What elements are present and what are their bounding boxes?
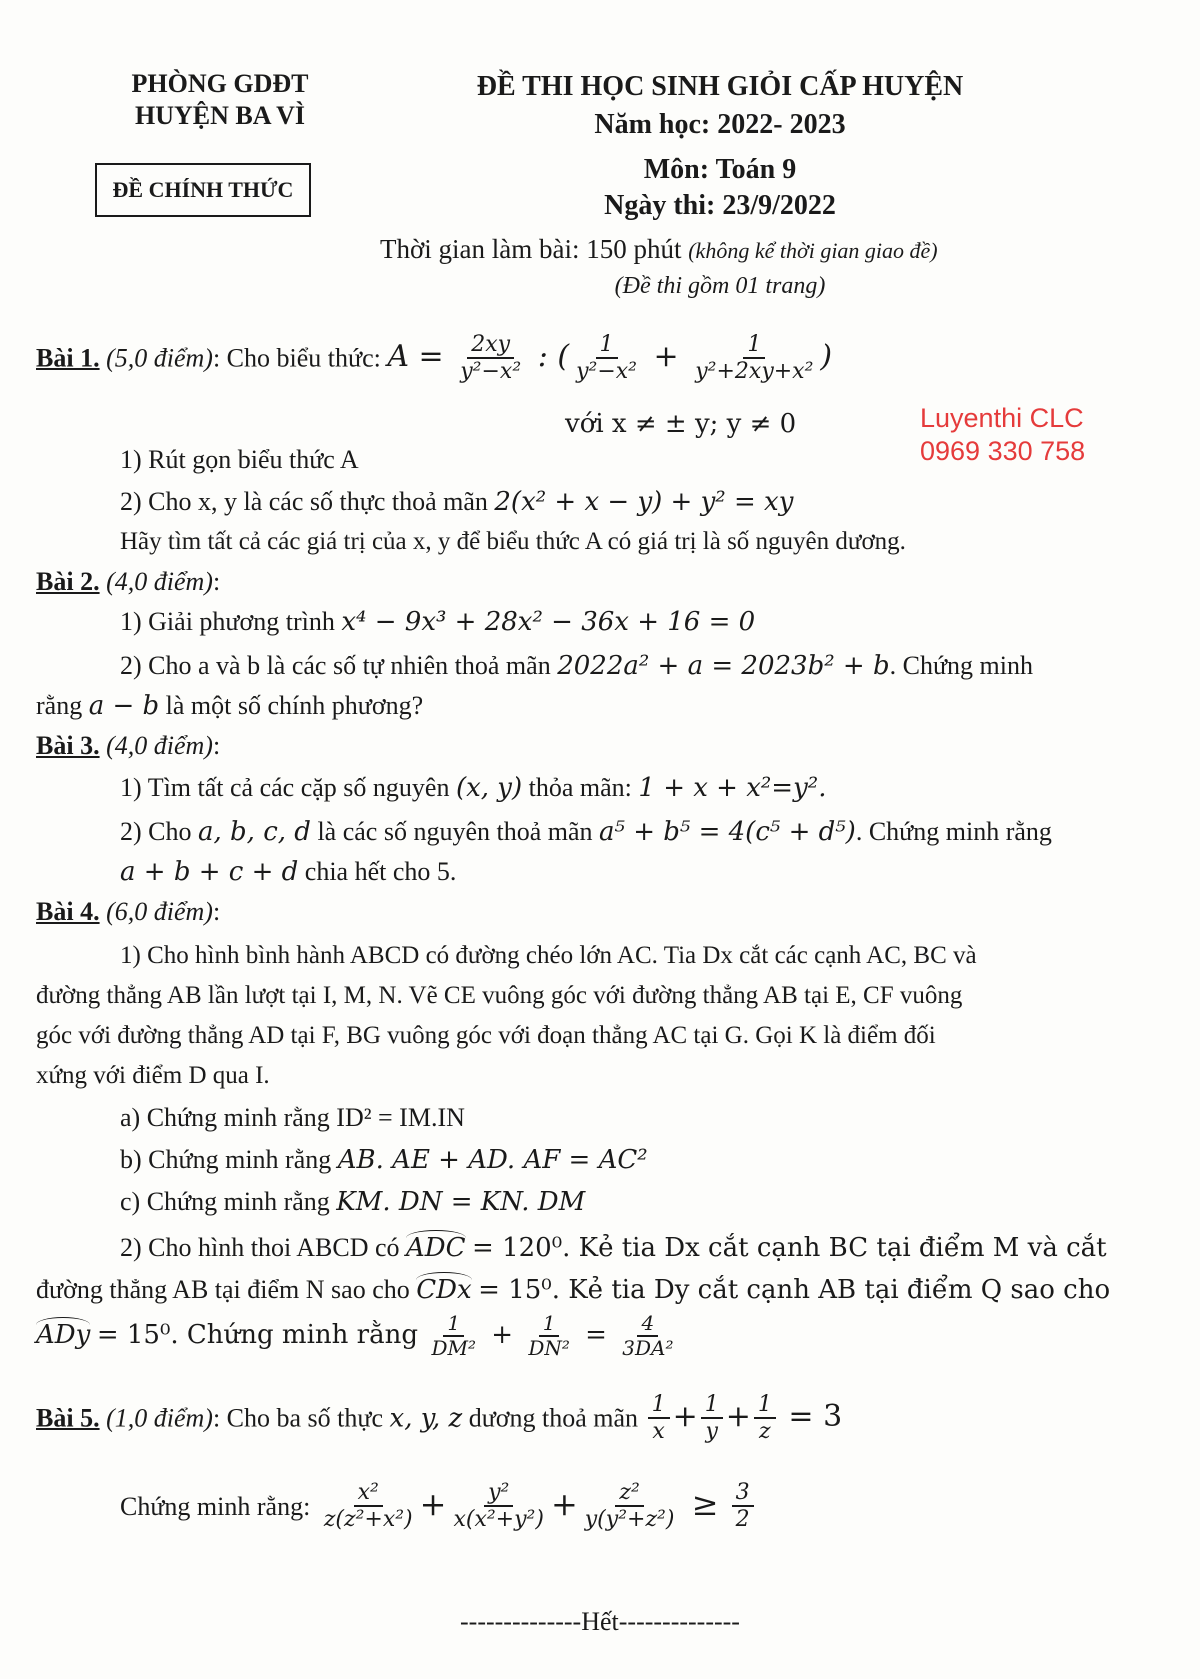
- numerator: 1: [648, 1392, 670, 1419]
- denominator: y²+2xy+x²: [695, 359, 814, 385]
- end-marker: --------------Hết--------------: [460, 1607, 740, 1636]
- bai2-q1-text: 1) Giải phương trình: [120, 607, 335, 636]
- geq-sign: ≥: [691, 1484, 719, 1523]
- bai3-q2-equation: a⁵ + b⁵ = 4(c⁵ + d⁵): [599, 817, 856, 847]
- bai1-question2-cont: Hãy tìm tất cả các giá trị của x, y để biểu thức A có giá trị là số nguyên dương.: [120, 528, 906, 555]
- fraction-z2-over: [581, 1480, 679, 1533]
- denominator: y²−x²: [576, 359, 637, 385]
- bai3-q2-cont-math: a + b + c + d: [120, 857, 299, 887]
- denominator: 3DA²: [622, 1336, 674, 1360]
- bai2-points: (4,0 điểm): [106, 567, 213, 596]
- exam-date: Ngày thi: 23/9/2022: [604, 190, 836, 221]
- bai3-q2-mid: là các số nguyên thoả mãn: [317, 817, 593, 846]
- numerator: 1: [754, 1392, 776, 1419]
- bai2-q1-equation: x⁴ − 9x³ + 28x² − 36x + 16 = 0: [341, 607, 756, 637]
- numerator: x²: [354, 1480, 383, 1507]
- bai2-colon: :: [212, 567, 221, 596]
- bai4-p2-l2-b: = 15⁰. Kẻ tia Dy cắt cạnh AB tại điểm Q sao cho: [478, 1275, 1111, 1305]
- bai2-question2: [120, 650, 1033, 682]
- bai5-label: Bài 5.: [36, 1403, 100, 1433]
- fraction-1-over-x: [648, 1392, 670, 1445]
- bai4-final-equation: [424, 1311, 680, 1360]
- bai5-statement: [36, 1392, 842, 1445]
- fraction-1-over-y: [701, 1392, 723, 1445]
- denominator: 2: [735, 1507, 750, 1533]
- fraction-4-over-3da2: [618, 1312, 677, 1360]
- bai4-p2-line1: [120, 1230, 1107, 1264]
- exam-title: ĐỀ THI HỌC SINH GIỎI CẤP HUYỆN: [476, 71, 964, 102]
- bai2-question1: [120, 606, 755, 638]
- bai4-p2-line3: [36, 1312, 680, 1360]
- bai4-colon: :: [212, 897, 221, 926]
- plus-sign: +: [550, 1484, 578, 1523]
- bai1-condition: với x ≠ ± y; y ≠ 0: [565, 409, 797, 439]
- fraction-1-over-z: [754, 1392, 776, 1445]
- bai5-mid: dương thoả mãn: [468, 1403, 639, 1433]
- bai4-p2-l1-b: = 120⁰. Kẻ tia Dx cắt cạnh BC tại điểm M và cắt: [472, 1233, 1107, 1263]
- bai3-label: Bài 3.: [36, 731, 100, 760]
- denominator: z(z²+x²): [323, 1507, 413, 1533]
- bai3-q1-equation: 1 + x + x²=y².: [638, 773, 827, 803]
- numerator: y²: [484, 1480, 513, 1507]
- bai5-points: (1,0 điểm): [106, 1403, 213, 1433]
- denominator: z: [759, 1419, 771, 1445]
- denominator: DN²: [528, 1336, 570, 1360]
- denominator: y: [705, 1419, 718, 1445]
- bai5-inequality: [317, 1480, 757, 1533]
- bai3-q2-end: . Chứng minh rằng: [855, 817, 1052, 846]
- bai4-p1-line3: góc với đường thẳng AD tại F, BG vuông góc với đoạn thẳng AC tại G. Gọi K là điểm đối: [36, 1022, 936, 1049]
- bai4-c-math: KM. DN = KN. DM: [336, 1187, 586, 1217]
- bai2-q2-end: . Chứng minh: [889, 651, 1034, 680]
- fraction-3-over-2: [732, 1480, 754, 1533]
- bai3-question1: [120, 772, 826, 804]
- fraction-x2-over: [320, 1480, 417, 1533]
- bai4-part-c: [120, 1186, 585, 1218]
- bai4-p2-l2-a: đường thẳng AB tại điểm N sao cho: [36, 1275, 410, 1304]
- numerator: 1: [539, 1312, 560, 1337]
- plus-sign: +: [653, 339, 679, 375]
- department-name: [70, 68, 370, 132]
- department-line2: HUYỆN BA VÌ: [134, 101, 305, 130]
- bai3-q2-vars: a, b, c, d: [198, 817, 311, 847]
- exam-duration: [380, 232, 1080, 268]
- bai4-part-a: [120, 1102, 465, 1134]
- bai1-q2-text: 2) Cho x, y là các số thực thoả mãn: [120, 487, 488, 516]
- bai4-p2-line2: [36, 1272, 1110, 1306]
- bai4-p1-line2: đường thẳng AB lần lượt tại I, M, N. Vẽ CE vuông góc với đường thẳng AB tại E, CF vuông: [36, 982, 963, 1009]
- bai5-prove-text: Chứng minh rằng:: [120, 1491, 311, 1521]
- bai3-q2-cont: chia hết cho 5.: [304, 857, 457, 886]
- bai2-q2-cont-math: a − b: [88, 691, 160, 721]
- bai2-q2-cont-b: là một số chính phương?: [165, 691, 424, 720]
- bai4-p1-line1: 1) Cho hình bình hành ABCD có đường chéo lớn AC. Tia Dx cắt các cạnh AC, BC và: [120, 942, 977, 969]
- bai3-question2-cont: [120, 856, 456, 888]
- department-line1: PHÒNG GDĐT: [131, 69, 309, 98]
- bai2-q2-cont-a: rằng: [36, 691, 83, 720]
- numerator: 1: [743, 332, 765, 359]
- exam-title-block: [420, 68, 1020, 144]
- fraction-1-over-diff: [572, 332, 641, 385]
- bai2-heading: [36, 566, 220, 598]
- bai5-condition: [645, 1392, 843, 1445]
- bai3-q1-pair: (x, y): [455, 773, 523, 803]
- numerator: 2xy: [467, 332, 514, 359]
- school-year: Năm học: 2022- 2023: [594, 109, 846, 140]
- plus-sign: +: [491, 1320, 514, 1350]
- bai4-b-math: AB. AE + AD. AF = AC²: [337, 1145, 648, 1175]
- bai4-points: (6,0 điểm): [106, 897, 213, 926]
- bai5-intro: : Cho ba số thực: [212, 1403, 384, 1433]
- official-exam-box: ĐỀ CHÍNH THỨC: [95, 163, 311, 217]
- watermark-line1: Luyenthi CLC: [920, 403, 1084, 433]
- bai2-q2-text: 2) Cho a và b là các số tự nhiên thoả mãn: [120, 651, 551, 680]
- fraction-y2-over: [449, 1480, 547, 1533]
- bai1-intro: : Cho biểu thức:: [212, 343, 381, 373]
- bai4-c-text: c) Chứng minh rằng: [120, 1187, 330, 1216]
- bai3-q2-text: 2) Cho: [120, 817, 192, 846]
- equals-sign: =: [585, 1320, 607, 1350]
- numerator: 3: [732, 1480, 754, 1507]
- bai3-heading: [36, 730, 220, 762]
- bai1-q2-equation: 2(x² + x − y) + y² = xy: [494, 487, 794, 517]
- fraction-1-over-square: [691, 332, 817, 385]
- bai4-a-math: ID² = IM.IN: [336, 1103, 465, 1132]
- bai2-label: Bài 2.: [36, 567, 100, 596]
- bai4-b-text: b) Chứng minh rằng: [120, 1145, 332, 1174]
- bai4-a-text: a) Chứng minh rằng: [120, 1103, 330, 1132]
- numerator: 1: [701, 1392, 723, 1419]
- bai2-question2-cont: [36, 690, 423, 722]
- fraction-1-over-dm2: [427, 1312, 480, 1360]
- watermark: [920, 402, 1085, 468]
- bai3-q1-mid: thỏa mãn:: [528, 773, 632, 802]
- bai3-question2: [120, 816, 1052, 848]
- bai4-label: Bài 4.: [36, 897, 100, 926]
- equals-three: = 3: [788, 1399, 843, 1435]
- bai4-p2-l1-a: 2) Cho hình thoi ABCD có: [120, 1233, 400, 1262]
- denominator: x: [652, 1419, 665, 1445]
- close-paren: ): [820, 339, 833, 375]
- divide-sign: : (: [537, 339, 570, 375]
- numerator: 1: [596, 332, 618, 359]
- fraction-2xy: [456, 332, 525, 385]
- duration-note: (không kể thời gian giao đề): [688, 238, 938, 263]
- exam-subject: Môn: Toán 9: [643, 154, 797, 185]
- a-equals: A =: [387, 339, 444, 375]
- bai1-question2: [120, 486, 793, 518]
- bai4-p1-line4: xứng với điểm D qua I.: [36, 1062, 270, 1089]
- denominator: DM²: [431, 1336, 477, 1360]
- numerator: z²: [615, 1480, 643, 1507]
- bai4-heading: [36, 896, 220, 928]
- plus-sign: +: [725, 1399, 751, 1435]
- page-count-note: (Đề thi gồm 01 trang): [614, 273, 826, 299]
- bai3-points: (4,0 điểm): [106, 731, 213, 760]
- denominator: y²−x²: [460, 359, 522, 385]
- angle-ady: ADy: [36, 1317, 90, 1351]
- denominator: x(x²+y²): [453, 1507, 544, 1533]
- expression-a: [387, 332, 833, 385]
- bai4-part-b: [120, 1144, 648, 1176]
- fraction-1-over-dn2: [524, 1312, 574, 1360]
- watermark-line2: 0969 330 758: [920, 436, 1086, 466]
- denominator: y(y²+z²): [584, 1507, 675, 1533]
- bai4-p2-l3-a: = 15⁰. Chứng minh rằng: [96, 1320, 418, 1350]
- plus-sign: +: [419, 1484, 447, 1523]
- bai1-points: (5,0 điểm): [106, 343, 213, 373]
- bai3-q1-text: 1) Tìm tất cả các cặp số nguyên: [120, 773, 450, 802]
- bai1-question1: 1) Rút gọn biểu thức A: [120, 445, 359, 474]
- bai1-label: Bài 1.: [36, 343, 100, 373]
- plus-sign: +: [672, 1399, 698, 1435]
- numerator: 1: [443, 1312, 464, 1337]
- bai5-vars: x, y, z: [389, 1403, 463, 1434]
- bai1-statement: [36, 332, 832, 385]
- bai5-prove: [120, 1480, 757, 1533]
- duration-main: Thời gian làm bài: 150 phút: [380, 234, 682, 264]
- bai2-q2-equation: 2022a² + a = 2023b² + b: [557, 651, 890, 681]
- bai3-colon: :: [212, 731, 221, 760]
- numerator: 4: [637, 1312, 658, 1337]
- angle-cdx: CDx: [416, 1272, 471, 1306]
- angle-adc: ADC: [406, 1230, 466, 1264]
